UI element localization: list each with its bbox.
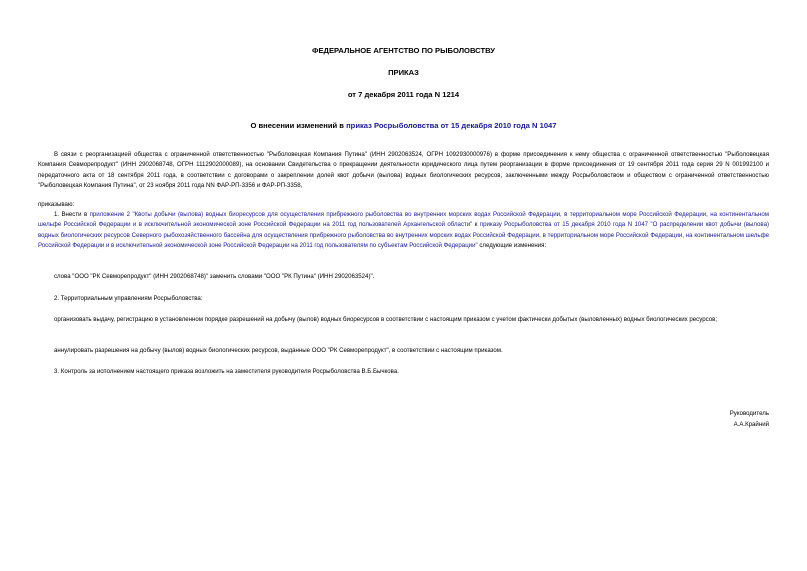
item-2-paragraph: 2. Территориальным управлениям Росрыболовства: [54,295,203,302]
title-link[interactable]: приказ Росрыболовства от 15 декабря 2010 года N 1047 [346,121,557,130]
item-2-organize: организовать выдачу, регистрацию в установленном порядке разрешений на добычу (вылов) водных биоресурсов в соответствии с настоящим приказом с учетом фактически добытых (выловленных) водных биологических ресурсов; [54,316,718,323]
item-3-paragraph: 3. Контроль за исполнением настоящего приказа возложить на заместителя руководителя Росрыболовства В.Б.Бычкова. [54,368,399,375]
item-1-replacement: слова "ООО "РК Севморепродукт" (ИНН 2902068748)" заменить словами "ООО "РК Путина" (ИНН 2902063524)". [54,273,375,280]
date-number-heading: от 7 декабря 2011 года N 1214 [347,90,460,99]
item-1-prefix: 1. Внести в [54,211,90,218]
appendix-2-link[interactable]: приложение 2 "Квоты добычи (вылова) водных биоресурсов для осуществления прибрежного рыболовства во внутренних морских водах Российской Федерации, в территориальном море Российской Федерации, на континентальном шельфе Российской Федерации и в исключительной экономической зоне Российской Федерации на 2011 год пользователей Архангельской области" [38,211,769,229]
agency-heading: ФЕДЕРАЛЬНОЕ АГЕНТСТВО ПО РЫБОЛОВСТВУ [312,46,495,55]
item-1-paragraph [38,210,769,252]
item-2-annul: аннулировать разрешения на добычу (вылов) водных биологических ресурсов, выданные ООО "РК Севморепродукт", в соответствии с настоящим приказом. [54,347,503,354]
signature-position: Руководитель [729,410,769,417]
signature-name: А.А.Крайний [733,421,769,428]
preamble-paragraph: В связи с реорганизацией общества с ограниченной ответственностью "Рыболовецкая Компания Путина" (ИНН 2902063524, ОГРН 1092930000976) в форме присоединения к нему общества с ограниченной ответственностью "Рыболовецкая Компания Севморепродукт" (ИНН 2902068748, ОГРН 1112902000089), на основании Свидетельства о прекращении деятельности юридического лица путем реорганизации в форме присоединения от 19 сентября 2011 года серия 29 N 001992100 и передаточного акта от 18 сентября 2011 года, в соответствии с договорами о закреплении долей квот добычи (вылова) водных биологических ресурсов, заключенными между Росрыболовством и обществом с ограниченной ответственностью "Рыболовецкая Компания Путина", от 23 ноября 2011 года NN ФАР-РП-3356 и ФАР-РП-3358, [38,151,769,190]
document-type-heading: ПРИКАЗ [388,68,419,77]
item-1-mid: к [472,221,480,229]
document-title [38,121,769,130]
order-1047-link[interactable]: приказу Росрыболовства от 15 декабря 2010 года N 1047 "О распределении квот добычи (вылова) водных биологических ресурсов Северного рыбохозяйственного бассейна для осуществления прибрежного рыболовства во внутренних морских водах Российской Федерации, в территориальном море Российской Федерации, на континентальном шельфе Российской Федерации и в исключительной экономической зоне Российской Федерации на 2011 год пользователям по субъектам Российской Федерации" [38,221,769,250]
order-word: приказываю: [38,201,75,208]
title-prefix: О внесении изменений в [250,121,347,130]
item-1-suffix: следующие изменения: [477,242,547,250]
